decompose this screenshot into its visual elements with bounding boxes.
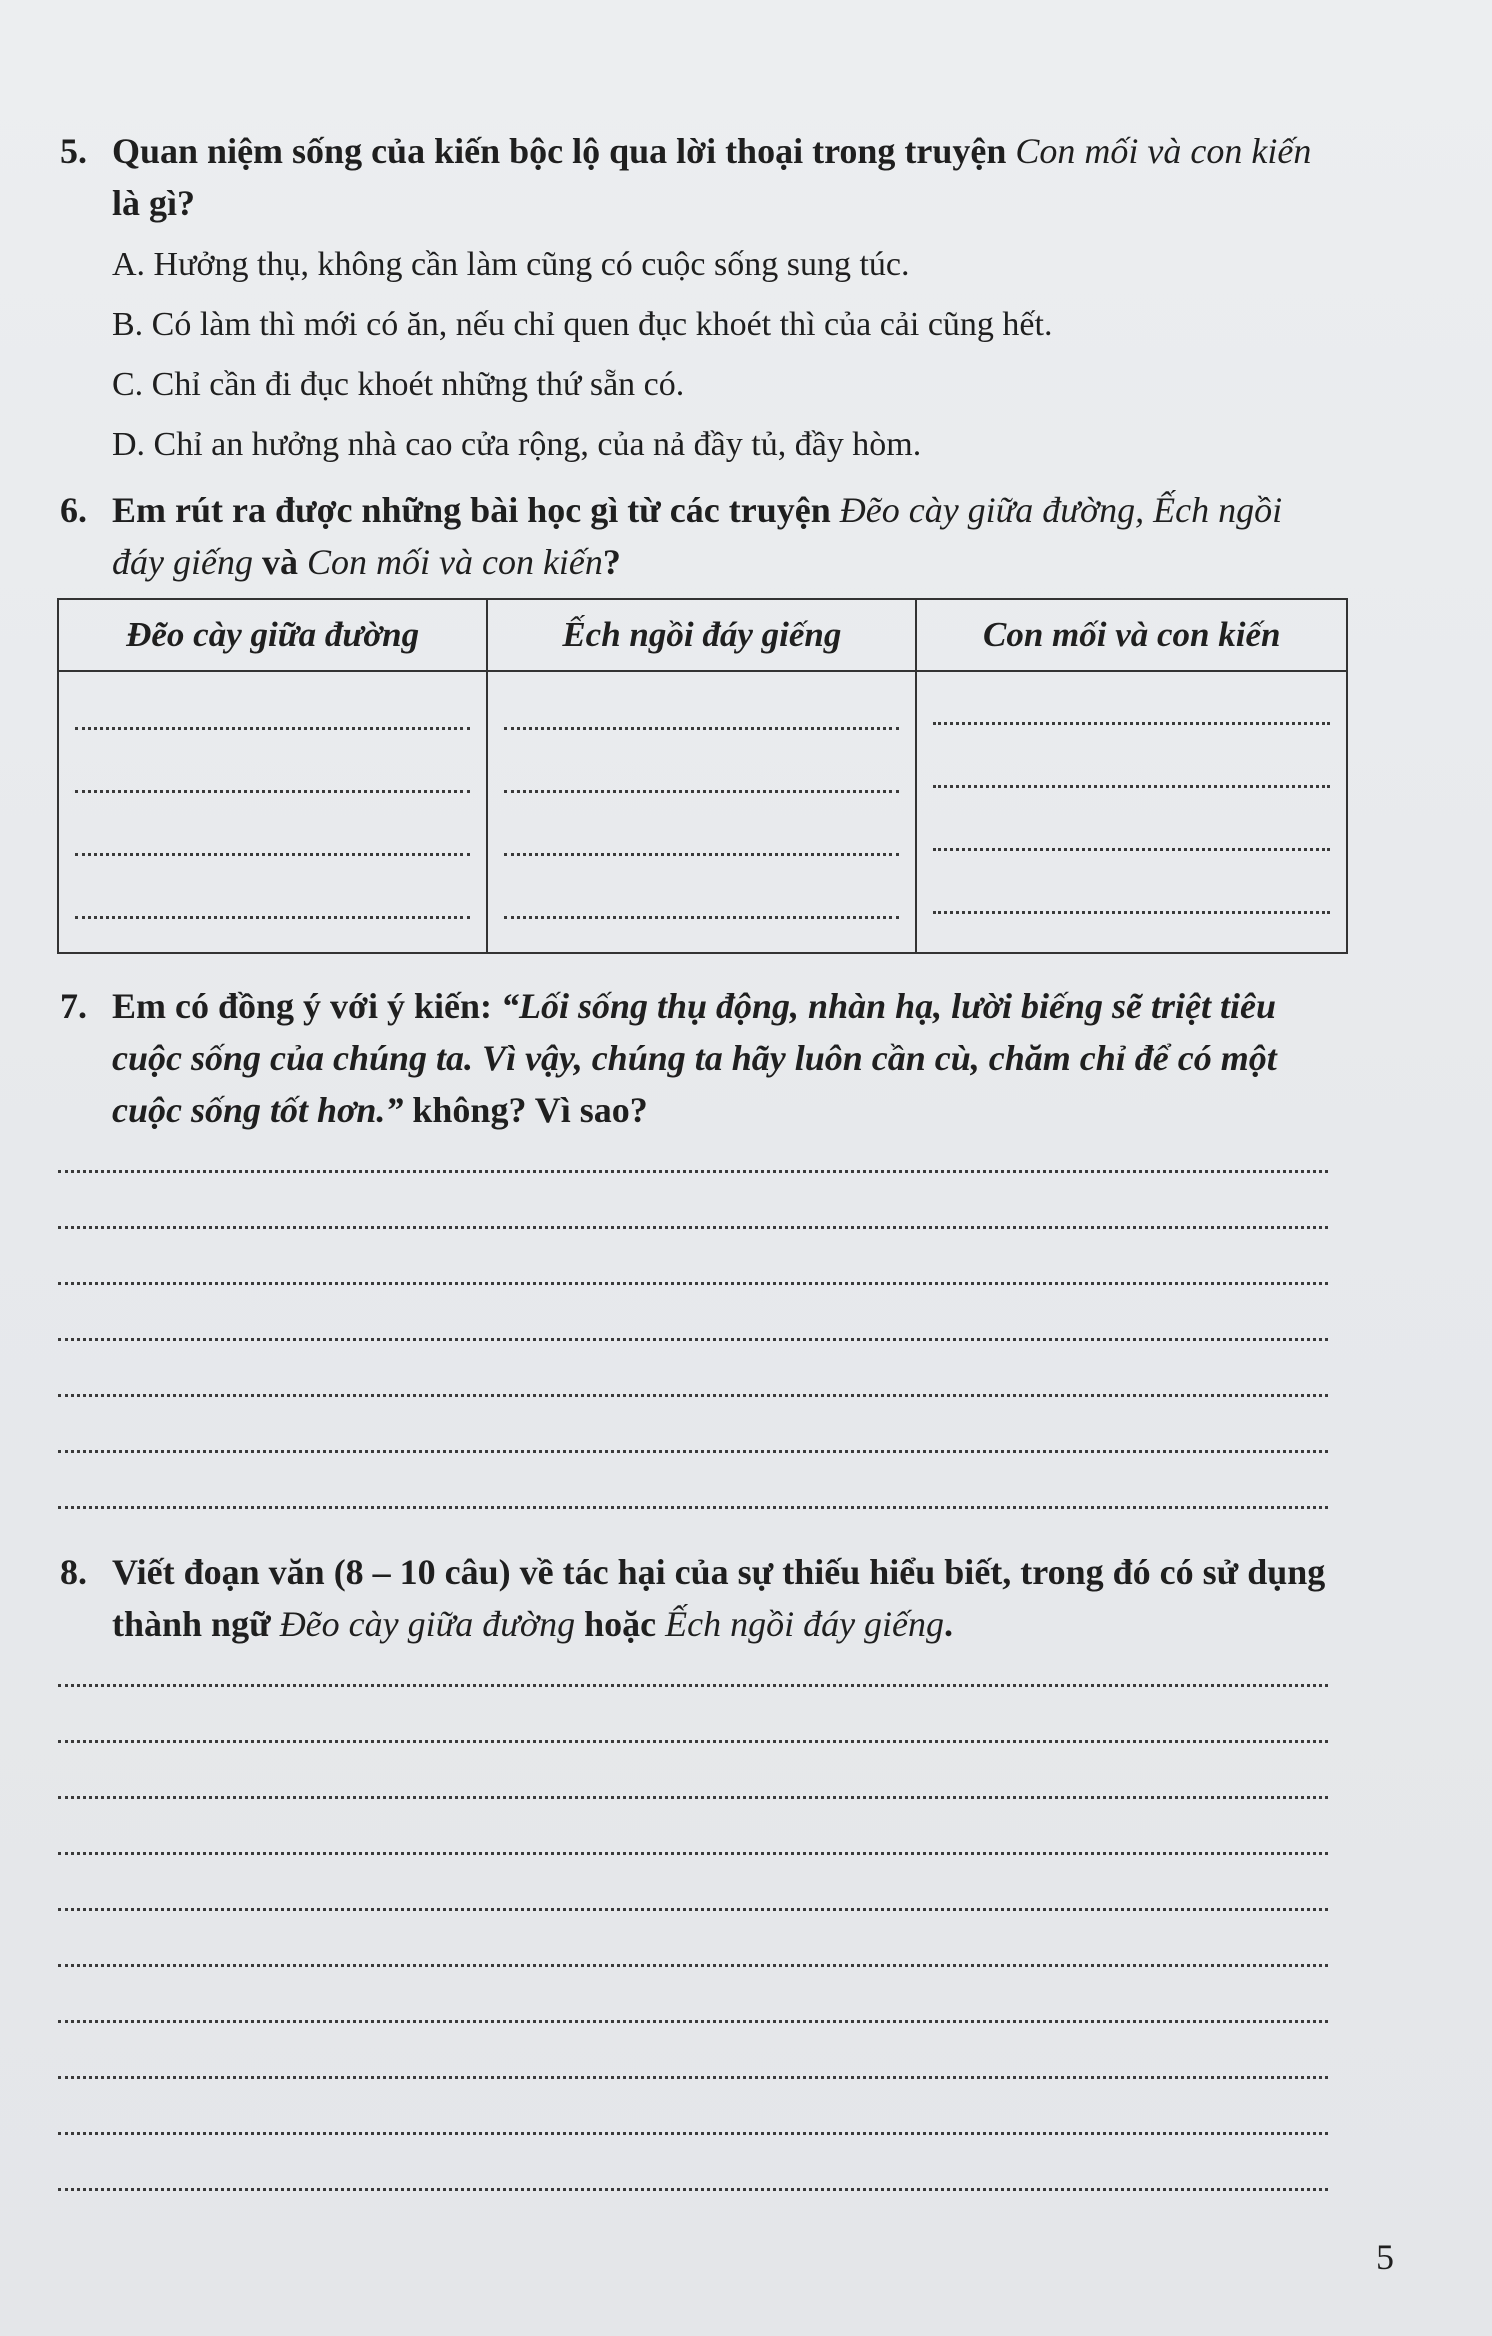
- answer-cell-con-moi[interactable]: [916, 671, 1347, 953]
- answer-cell-ech-ngoi[interactable]: [487, 671, 916, 953]
- column-header-deo-cay: Đẽo cày giữa đường: [58, 599, 487, 671]
- option-c[interactable]: C. Chỉ cần đi đục khoét những thứ sẵn có.: [112, 366, 685, 403]
- answer-line[interactable]: [58, 1852, 1328, 1855]
- answer-line[interactable]: [58, 1964, 1328, 1967]
- question-5: [60, 125, 1340, 475]
- question-8-prompt: 8. Viết đoạn văn (8 – 10 câu) về tác hại của sự thiếu hiểu biết, trong đó có sử dụng thành ngữ Đẽo cày giữa đường hoặc Ếch ngồi đáy giếng.: [60, 1552, 1326, 1644]
- option-d[interactable]: D. Chỉ an hưởng nhà cao cửa rộng, của nả đầy tủ, đầy hòm.: [112, 426, 922, 463]
- answer-line[interactable]: [58, 1796, 1328, 1799]
- question-7-prompt: 7. Em có đồng ý với ý kiến: “Lối sống thụ động, nhàn hạ, lười biếng sẽ triệt tiêu cuộc sống của chúng ta. Vì vậy, chúng ta hãy luôn cần cù, chăm chỉ để có một cuộc sống tốt hơn.” không? Vì sao?: [60, 986, 1277, 1130]
- lessons-table: [57, 598, 1348, 954]
- answer-cell-deo-cay[interactable]: [58, 671, 487, 953]
- answer-line[interactable]: [58, 1338, 1328, 1341]
- answer-line[interactable]: [58, 2076, 1328, 2079]
- question-6: [60, 484, 1340, 588]
- answer-line[interactable]: [58, 1740, 1328, 1743]
- question-6-prompt: 6. Em rút ra được những bài học gì từ các truyện Đẽo cày giữa đường, Ếch ngồi đáy giếng và Con mối và con kiến?: [60, 490, 1283, 582]
- answer-line[interactable]: [58, 1908, 1328, 1911]
- question-8: [60, 1546, 1340, 1650]
- answer-line[interactable]: [58, 2188, 1328, 2191]
- option-b[interactable]: B. Có làm thì mới có ăn, nếu chỉ quen đục khoét thì của cải cũng hết.: [112, 306, 1053, 343]
- column-header-con-moi: Con mối và con kiến: [916, 599, 1347, 671]
- column-header-ech-ngoi: Ếch ngồi đáy giếng: [487, 599, 916, 671]
- answer-line[interactable]: [58, 1684, 1328, 1687]
- answer-line[interactable]: [58, 1394, 1328, 1397]
- page-number: 5: [1376, 2237, 1394, 2277]
- question-7: [60, 980, 1340, 1136]
- answer-line[interactable]: [58, 1282, 1328, 1285]
- answer-line[interactable]: [58, 2020, 1328, 2023]
- option-a[interactable]: A. Hưởng thụ, không cần làm cũng có cuộc sống sung túc.: [112, 246, 910, 283]
- answer-line[interactable]: [58, 1450, 1328, 1453]
- answer-line[interactable]: [58, 1506, 1328, 1509]
- question-5-prompt: 5. Quan niệm sống của kiến bộc lộ qua lời thoại trong truyện Con mối và con kiến là gì?: [60, 131, 1312, 223]
- answer-line[interactable]: [58, 1170, 1328, 1173]
- answer-line[interactable]: [58, 2132, 1328, 2135]
- answer-line[interactable]: [58, 1226, 1328, 1229]
